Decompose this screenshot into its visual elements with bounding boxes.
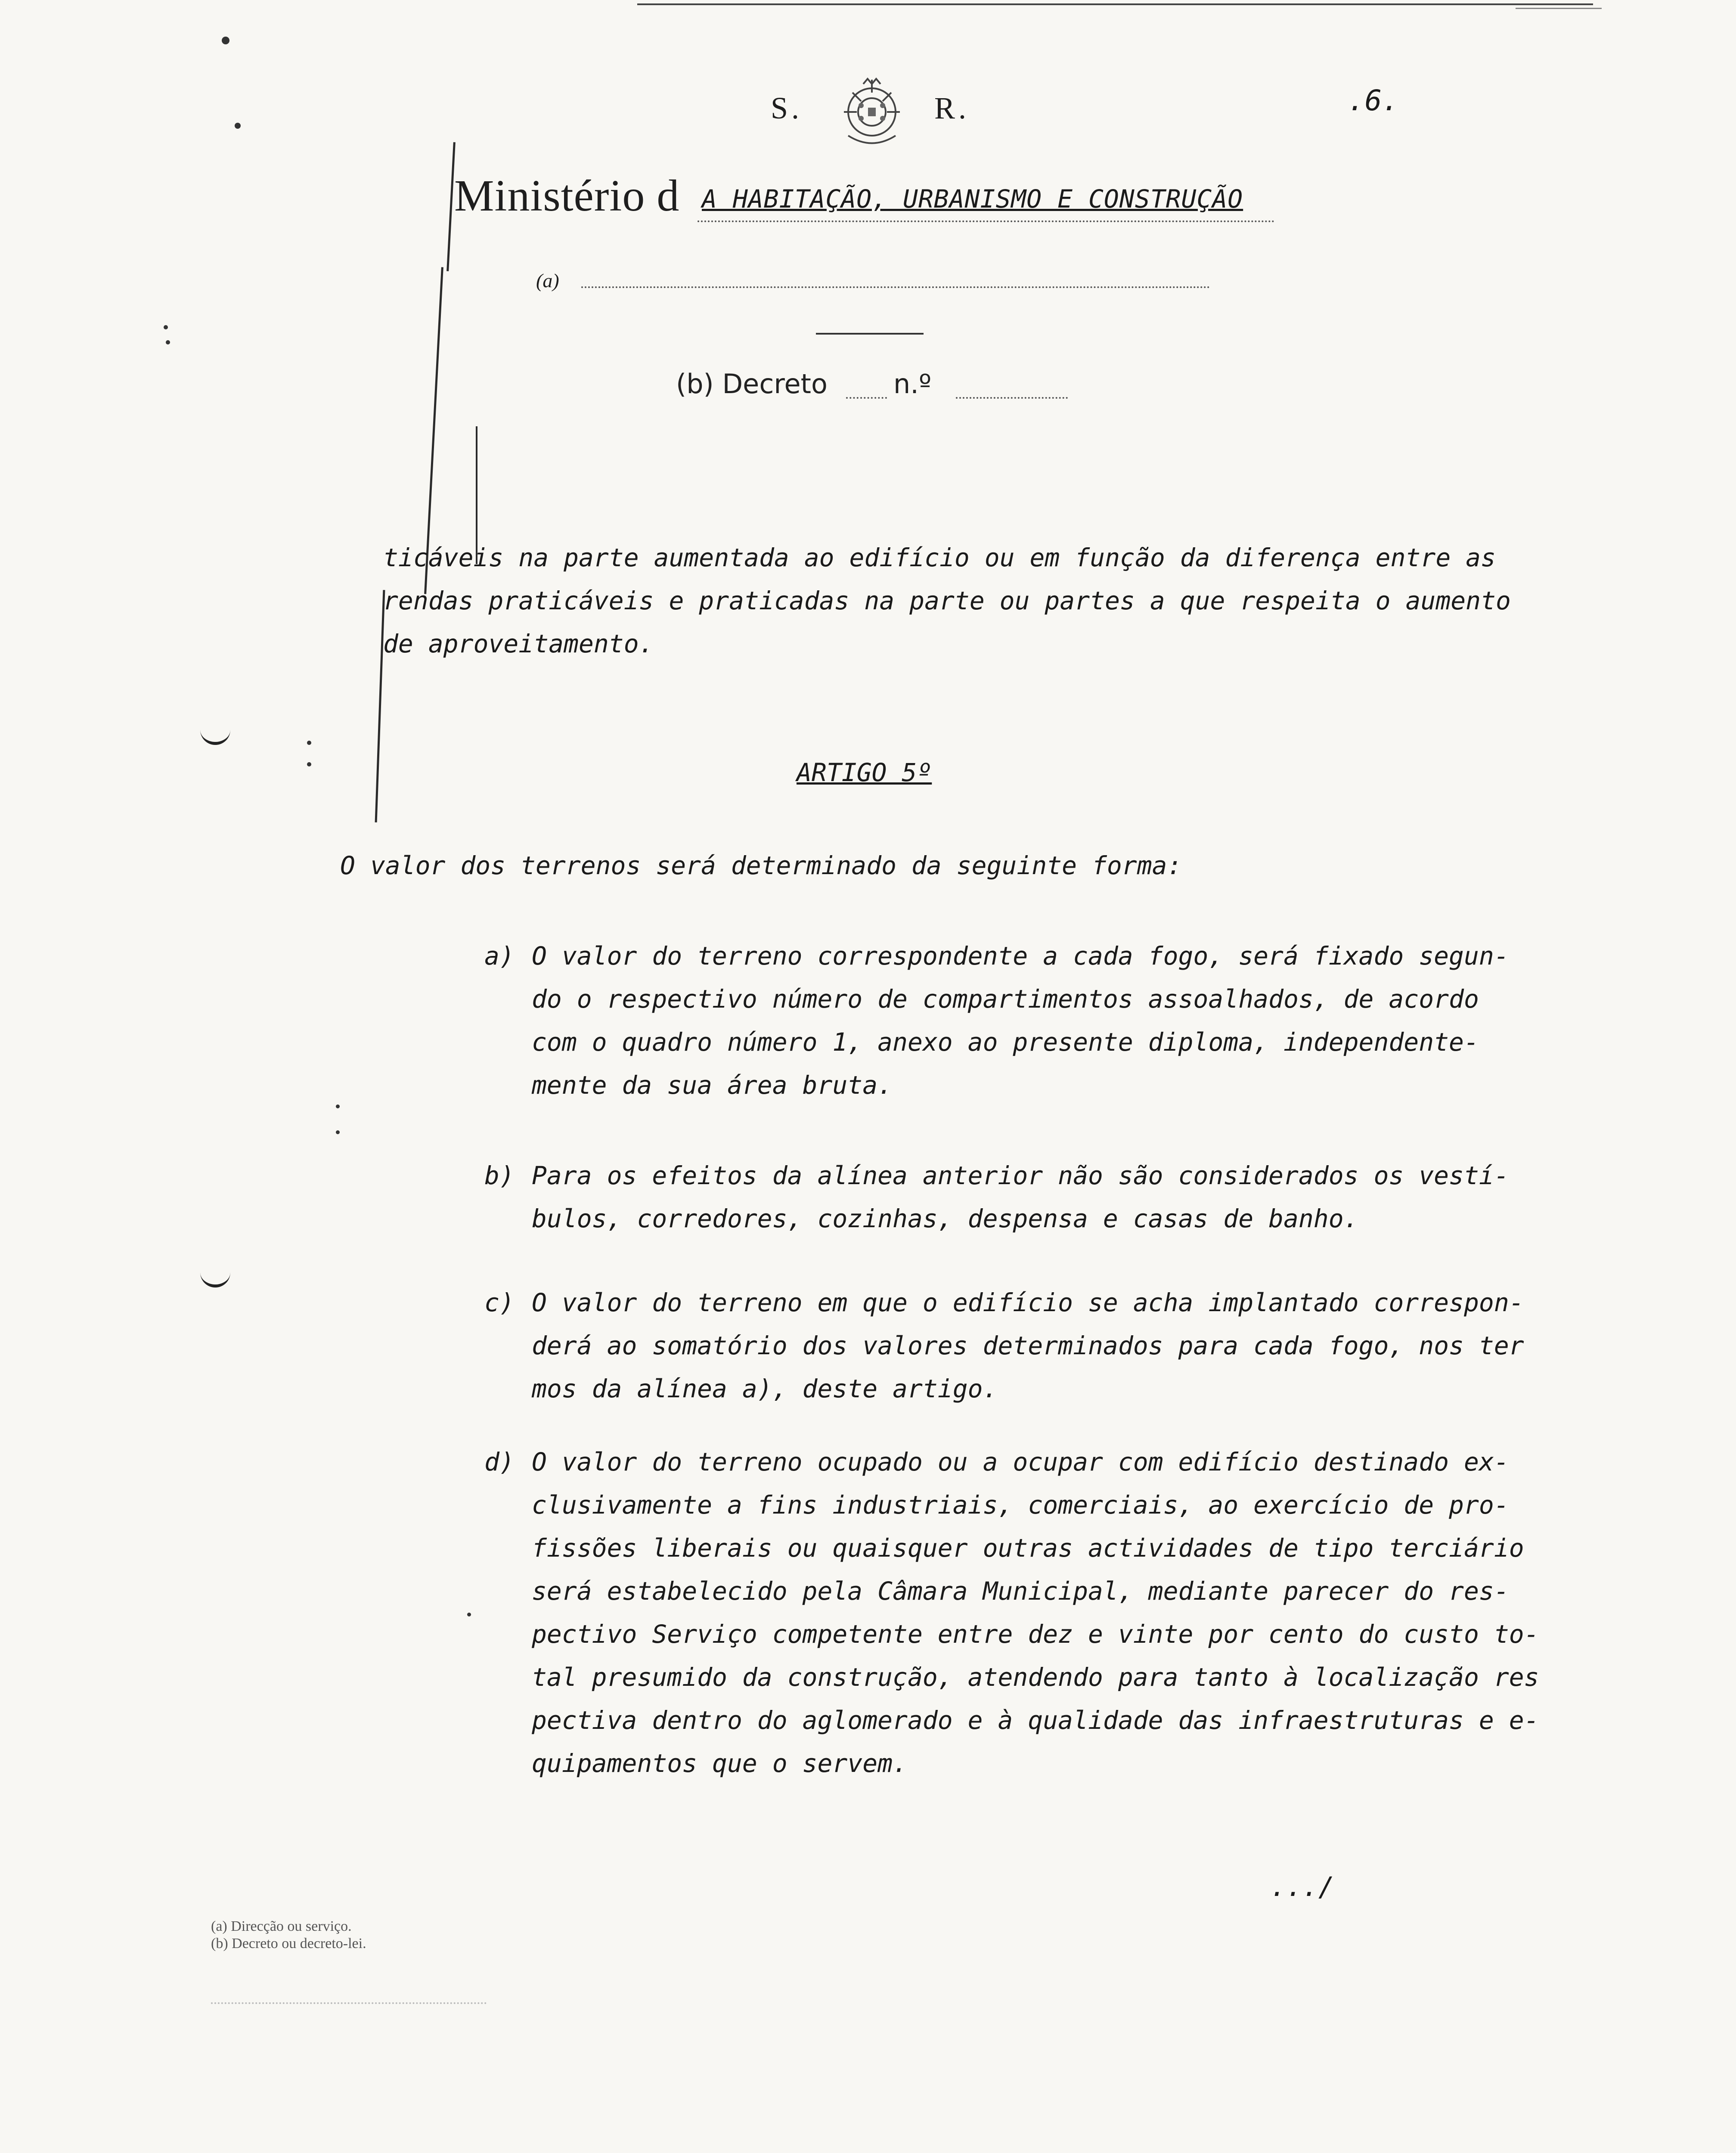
decreto-dotted-line — [846, 397, 887, 399]
margin-dot — [235, 123, 241, 129]
item-letter-d: d) — [484, 1447, 515, 1477]
item-d-line: será estabelecido pela Câmara Municipal, mediante parecer do res- — [532, 1576, 1509, 1606]
form-label-number: n.º — [893, 368, 932, 400]
continuation-line: de aproveitamento. — [383, 629, 654, 658]
punch-hole-mark — [200, 1272, 230, 1287]
item-a-line: com o quadro número 1, anexo ao presente diploma, independente- — [532, 1027, 1479, 1057]
item-d-line: pectiva dentro do aglomerado e à qualidade das infraestruturas e e- — [532, 1706, 1539, 1735]
footnote: (a) Direcção ou serviço. — [211, 1918, 352, 1934]
item-a-line: mente da sua área bruta. — [532, 1070, 893, 1100]
margin-dot — [467, 1613, 471, 1616]
separator-rule — [816, 333, 924, 335]
item-a-line: do o respectivo número de compartimentos assoalhados, de acordo — [532, 984, 1479, 1014]
item-b-line: bulos, corredores, cozinhas, despensa e casas de banho. — [532, 1204, 1359, 1233]
article-heading: ARTIGO 5º — [797, 758, 932, 787]
margin-dot — [164, 325, 168, 329]
ministry-prefix: Ministério d — [454, 171, 680, 220]
item-d-line: clusivamente a fins industriais, comerciais, ao exercício de pro- — [532, 1490, 1509, 1520]
top-edge-mark — [1516, 8, 1602, 9]
form-label-a: (a) — [536, 270, 559, 292]
header-letter-right: R. — [934, 91, 970, 125]
item-c-line: derá ao somatório dos valores determinados para cada fogo, nos ter — [532, 1331, 1524, 1360]
item-letter-c: c) — [484, 1288, 515, 1317]
margin-dot — [222, 37, 229, 44]
item-d-line: O valor do terreno ocupado ou a ocupar com edifício destinado ex- — [532, 1447, 1509, 1477]
header-letter-left: S. — [771, 91, 803, 125]
continuation-line: ticáveis na parte aumentada ao edifício ou em função da diferença entre as — [383, 543, 1496, 572]
coat-of-arms-icon — [827, 75, 917, 149]
item-c-line: mos da alínea a), deste artigo. — [532, 1374, 998, 1403]
margin-dot — [307, 762, 311, 766]
item-c-line: O valor do terreno em que o edifício se acha implantado correspon- — [532, 1288, 1524, 1317]
top-edge-line — [637, 3, 1593, 5]
item-d-line: tal presumido da construção, atendendo para tanto à localização res — [532, 1663, 1539, 1692]
item-letter-a: a) — [484, 941, 515, 971]
punch-hole-mark — [200, 730, 230, 745]
margin-dot — [166, 340, 170, 344]
item-letter-b: b) — [484, 1161, 515, 1190]
continues-mark: .../ — [1270, 1871, 1335, 1902]
item-d-line: fissões liberais ou quaisquer outras actividades de tipo terciário — [532, 1533, 1524, 1563]
number-dotted-line — [956, 397, 1068, 399]
ministry-dotted-line — [698, 220, 1274, 222]
margin-dot — [336, 1130, 340, 1134]
faded-footer-line — [211, 1998, 487, 2004]
item-b-line: Para os efeitos da alínea anterior não são considerados os vestí- — [532, 1161, 1509, 1190]
item-d-line: pectivo Serviço competente entre dez e vinte por cento do custo to- — [532, 1619, 1539, 1649]
form-a-dotted-line — [581, 286, 1210, 288]
footnote: (b) Decreto ou decreto-lei. — [211, 1936, 366, 1951]
article-intro: O valor dos terrenos será determinado da seguinte forma: — [340, 851, 1182, 880]
ministry-name: A HABITAÇÃO, URBANISMO E CONSTRUÇÃO — [702, 184, 1243, 214]
item-a-line: O valor do terreno correspondente a cada fogo, será fixado segun- — [532, 941, 1509, 971]
form-label-b: (b) Decreto — [676, 368, 828, 400]
page-number: .6. — [1348, 84, 1399, 117]
margin-dot — [336, 1104, 340, 1108]
continuation-line: rendas praticáveis e praticadas na parte ou partes a que respeita o aumento — [383, 586, 1511, 615]
margin-dot — [307, 741, 311, 745]
item-d-line: quipamentos que o servem. — [532, 1749, 908, 1778]
